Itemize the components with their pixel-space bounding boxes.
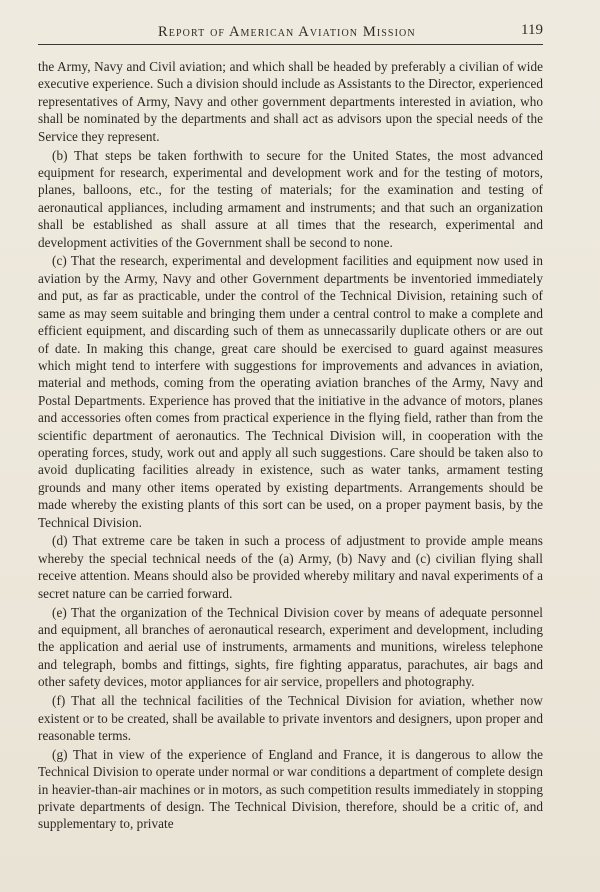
paragraph-c: (c) That the research, experimental and development facilities and equipment now used in aviation by the Army, Navy and other Government departments be inventoried immediately and put, as far as practicable, under the control of the Technical Division, retaining such of same as may seem suitable and bringing them under a central control to make a complete and efficient equipment, and discarding such of them as unnecassarily duplicate others or are out of date. In making this change, great care should be exercised to guard against measures which might tend to interfere with suggestions for improvements and advances in aviation, material and methods, coming from the operating aviation branches of the Army, Navy and Postal Departments. Experience has proved that the initiative in the advance of motors, planes and accessories often comes from practical experience in the flying field, rather than from the scientific department of aeronautics. The Technical Division will, in cooperation with the operating forces, study, work out and apply all such suggestions. Care should be taken also to avoid duplicating facilities already in existence, such as water tanks, armament testing grounds and many other items operated by existing departments. Arrangements should be made whereby the existing plants of this sort can be used, on a proper payment basis, by the Technical Division. [38,253,543,530]
paragraph-g: (g) That in view of the experience of England and France, it is dangerous to allow the Technical Division to operate under normal or war conditions a department of complete design in heavier-than-air machines or in motors, as such competition results immediately in stopping private departments of design. The Technical Division, therefore, should be a critic of, and supplementary to, private [38,746,544,832]
page-number: 119 [521,22,543,38]
paragraph-continuation: the Army, Navy and Civil aviation; and which shall be headed by preferably a civilian of wide executive experience. Such a division should include as Assistants to the Director, experienced representatives of Army, Navy and other government departments interested in aviation, who shall be nominated by the departments and shall act as advisors upon the special needs of the Service they represent. [38,59,543,144]
paragraph-f: (f) That all the technical facilities of the Technical Division for aviation, whether now existent or to be created, shall be available to private inventors and designers, upon proper and reasonable terms. [38,693,543,743]
running-title: Report of American Aviation Mission [158,24,416,40]
paragraph-d: (d) That extreme care be taken in such a process of adjustment to provide ample means whereby the special technical needs of the (a) Army, (b) Navy and (c) civilian flying shall receive attention. Means should also be provided whereby military and naval experiments of a secret nature can be carried forward. [38,533,543,601]
body-text [38,58,543,834]
paragraph-b: (b) That steps be taken forthwith to secure for the United States, the most advanced equipment for research, experimental and development work and for the testing of motors, planes, balloons, etc., for the testing of materials; for the examination and testing of aeronautical appliances, including armament and instruments; and that such an organization shall be established as shall assure at all times that the research, experimental and development activities of the Government shall be second to none. [38,147,543,250]
paragraph-e: (e) That the organization of the Technical Division cover by means of adequate personnel and equipment, all branches of aeronautical research, experiment and development, including the application and aerial use of instruments, armaments and munitions, wireless telephone and telegraph, bombs and fittings, sights, fire fighting apparatus, parachutes, air bags and other safety devices, motor appliances for air service, propellers and photography. [38,604,543,690]
running-header [38,22,543,45]
